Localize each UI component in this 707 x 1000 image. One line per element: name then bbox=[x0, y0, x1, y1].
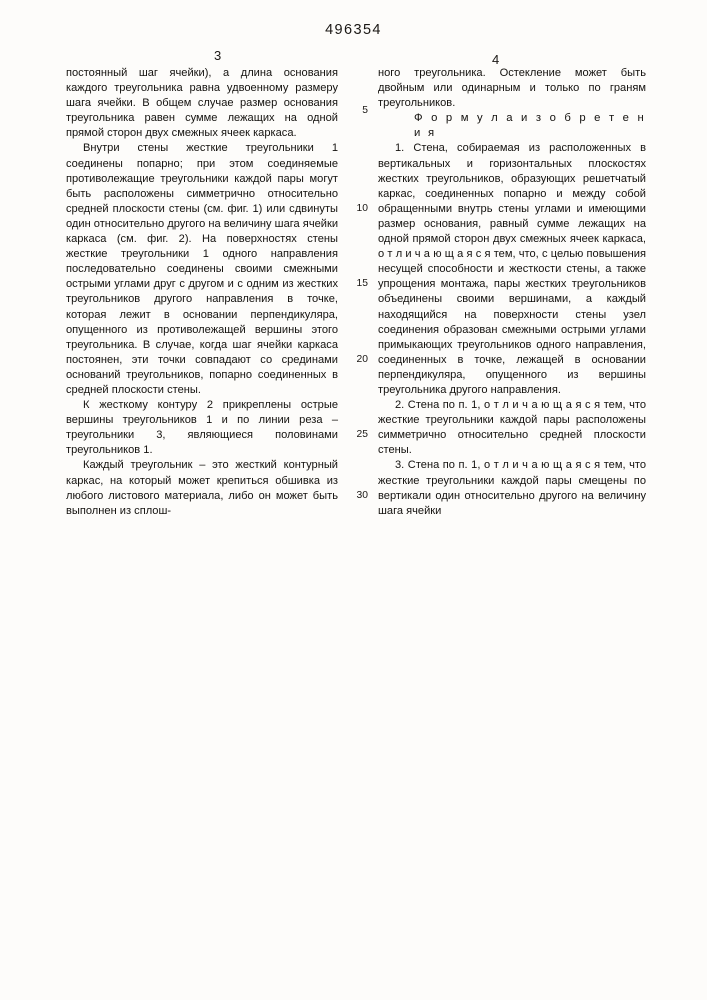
line-number: 10 bbox=[356, 203, 368, 214]
paragraph: постоянный шаг ячейки), а длина основания каждого треугольника равна удвоенному размеру шага ячейки. В общем случае размер основания треугольника равен сумме лежащих на одной прямой сторон двух смежных ячеек каркаса. bbox=[66, 67, 338, 140]
claim-item: 3. Стена по п. 1, о т л и ч а ю щ а я с я тем, что жесткие треугольники каждой пары смещены по вертикали один относительно другого на величину шага ячейки bbox=[378, 459, 646, 517]
paragraph: Каждый треугольник – это жесткий контурный каркас, на который может крепиться обшивка из любого листового материала, либо он может быть выполнен из сплош- bbox=[66, 459, 338, 517]
paragraph: Внутри стены жесткие треугольники 1 соединены попарно; при этом соединяемые противолежащие треугольники каждой пары могут быть расположены симметрично относительно средней плоскости стены (см. фиг. 1) или сдвинуты один относительно другого на величину шага ячейки каркаса (см. фиг. 2). На поверхностях стены жесткие треугольники 1 одного направления последовательно соединены своими смежными острыми углами друг с другом и с одним из жестких треугольников другого направления в точке, которая лежит в основании перпендикуляра, опущенного из противолежащей вершины этого треугольника. В случае, когда шаг ячейки каркаса постоянен, эти точки совпадают со срединами оснований треугольников, попарно соединенных в средней плоскости стены. bbox=[66, 142, 339, 396]
right-column-number: 4 bbox=[492, 52, 500, 67]
claims-heading: Ф о р м у л а и з о б р е т е н и я bbox=[414, 112, 646, 140]
claim-item: 1. Стена, собираемая из расположенных в вертикальных и горизонтальных плоскостях жестких треугольников, образующих решетчатый каркас, соединенных попарно и между собой обращенными внутрь стены углами и имеющими размер основания, равный сумме лежащих на одной прямой сторон двух смежных ячеек каркаса, о т л и ч а ю щ а я с я тем, что, с целью повышения несущей способности и жесткости стены, а также упрощения монтажа, пары жестких треугольников объединены своими вершинами, а каждый находящийся на поверхности стены узел соединения образован смежными острыми углами примыкающих треугольников одного направления, соединенных в точке, лежащей в основании перпендикуляра, опущенного из вершины треугольника другого направления. bbox=[378, 142, 646, 396]
line-number: 30 bbox=[356, 490, 368, 501]
paragraph: ного треугольника. Остекление может быть двойным или одинарным и только по граням треугольников. bbox=[378, 67, 646, 110]
paragraph: К жесткому контуру 2 прикреплены острые вершины треугольников 1 и по линии реза – треугольники 3, являющиеся половинами треугольников 1. bbox=[66, 399, 338, 457]
line-number: 15 bbox=[356, 278, 368, 289]
right-text-column bbox=[378, 66, 646, 519]
line-number: 20 bbox=[356, 354, 368, 365]
line-number: 25 bbox=[356, 429, 368, 440]
document-number: 496354 bbox=[325, 22, 382, 38]
line-number: 5 bbox=[362, 105, 368, 116]
claim-item: 2. Стена по п. 1, о т л и ч а ю щ а я с я тем, что жесткие треугольники каждой пары расположены симметрично относительно средней плоскости стены. bbox=[378, 399, 646, 457]
left-text-column bbox=[66, 66, 338, 519]
left-column-number: 3 bbox=[214, 48, 222, 63]
